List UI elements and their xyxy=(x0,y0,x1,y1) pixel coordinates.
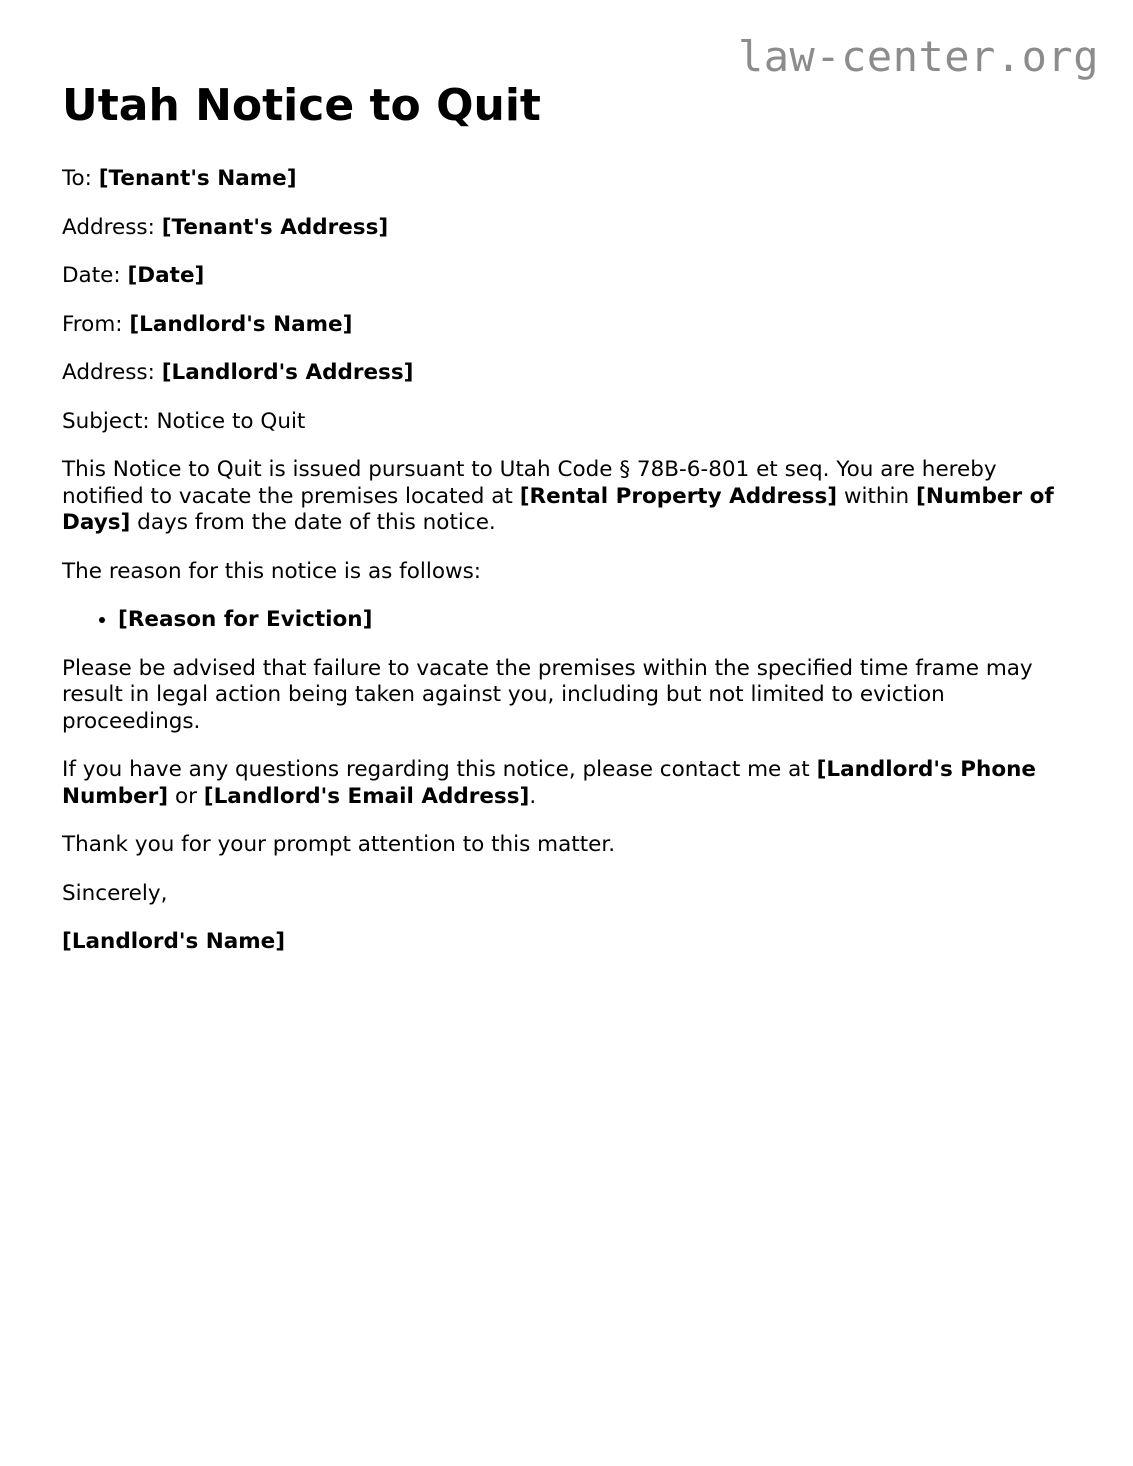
tenant-address-field: [Tenant's Address] xyxy=(161,214,389,240)
subject-line: Subject: Notice to Quit xyxy=(62,408,306,434)
tenant-address-label: Address: xyxy=(62,214,155,240)
site-watermark: law-center.org xyxy=(737,32,1099,81)
number-of-days-field: [Number of Days] xyxy=(62,483,1054,535)
date-line xyxy=(62,263,1072,290)
thanks-line: Thank you for your prompt attention to this matter. xyxy=(62,832,616,857)
from-line xyxy=(62,312,1072,339)
rental-property-field: [Rental Property Address] xyxy=(519,483,838,509)
notice-text-1: This Notice to Quit is issued pursuant to Utah Code § 78B-6-801 et seq. You are hereby notified to vacate the premises located at xyxy=(62,457,997,509)
notice-paragraph xyxy=(62,457,1072,537)
signature-field: [Landlord's Name] xyxy=(62,929,286,954)
document-title: Utah Notice to Quit xyxy=(62,80,541,131)
to-label: To: xyxy=(62,166,92,191)
landlord-email-field: [Landlord's Email Address] xyxy=(203,783,530,809)
to-line xyxy=(62,166,1072,193)
date-label: Date: xyxy=(62,263,121,288)
tenant-address-line xyxy=(62,215,1072,242)
warning-paragraph: Please be advised that failure to vacate the premises within the specified time frame may result in legal action being taken against you, including but not limited to eviction proceedings. xyxy=(62,655,1033,734)
reason-field: [Reason for Eviction] xyxy=(118,607,373,632)
landlord-address-field: [Landlord's Address] xyxy=(161,360,414,385)
signature-line xyxy=(62,929,1072,956)
landlord-phone-field: [Landlord's Phone Number] xyxy=(62,757,1037,809)
landlord-address-label: Address: xyxy=(62,360,155,385)
notice-text-3: days from the date of this notice. xyxy=(130,510,496,535)
contact-text-1: If you have any questions regarding this notice, please contact me at xyxy=(62,757,817,782)
tenant-name-field: [Tenant's Name] xyxy=(98,166,297,191)
contact-text-2: or xyxy=(168,783,204,809)
contact-text-3: . xyxy=(529,783,537,809)
contact-paragraph xyxy=(62,757,1072,810)
reason-list xyxy=(62,607,1072,634)
document-body xyxy=(62,78,1072,978)
reason-intro: The reason for this notice is as follows: xyxy=(62,558,482,584)
date-field: [Date] xyxy=(127,263,205,288)
landlord-name-field: [Landlord's Name] xyxy=(129,311,353,337)
from-label: From: xyxy=(62,311,123,337)
landlord-address-line xyxy=(62,360,1072,387)
list-item xyxy=(118,607,1072,634)
notice-text-2: within xyxy=(837,483,916,509)
closing-line: Sincerely, xyxy=(62,880,168,906)
